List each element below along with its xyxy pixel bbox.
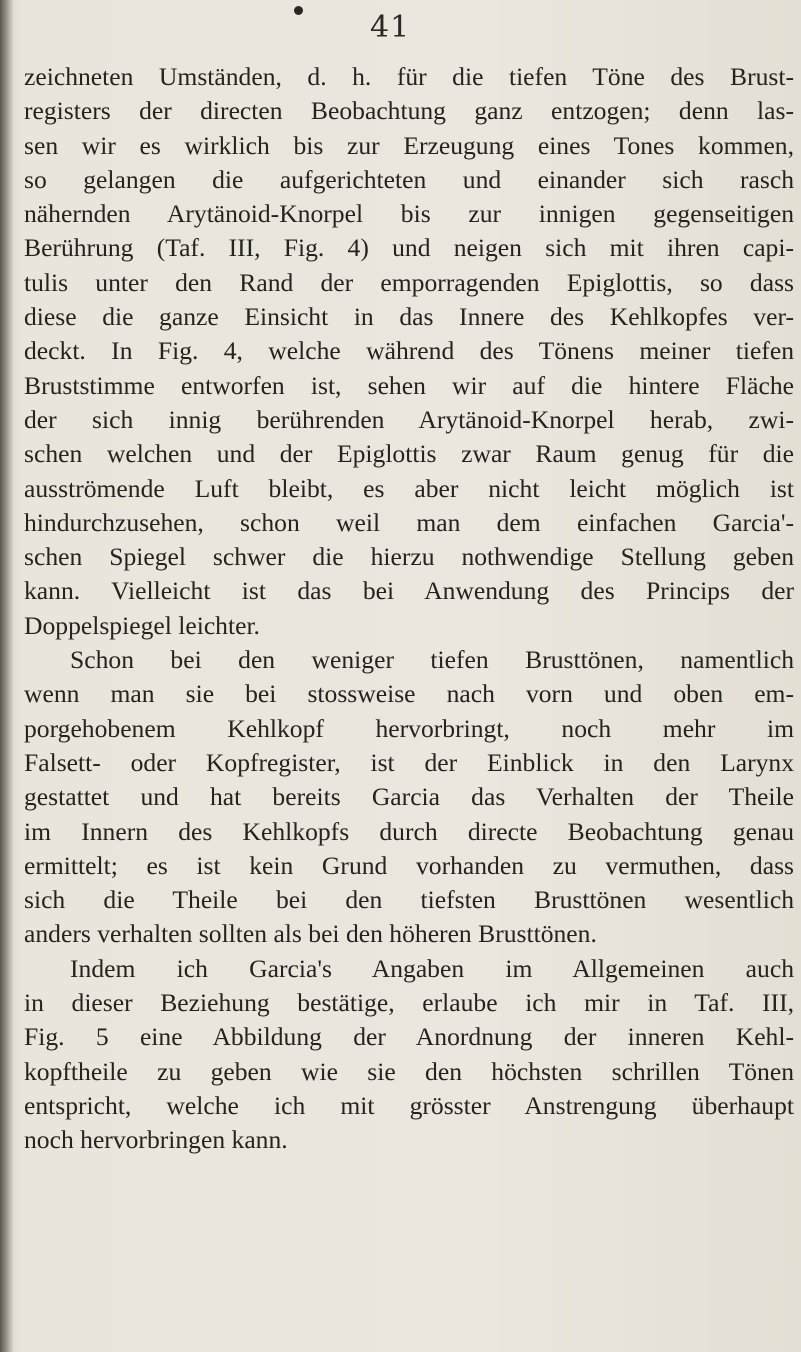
text-line: deckt. In Fig. 4, welche während des Tönens meiner tiefen	[24, 336, 794, 366]
text-line: nähernden Arytänoid-Knorpel bis zur innigen gegenseitigen	[24, 199, 794, 229]
text-line: registers der directen Beobachtung ganz entzogen; denn las-	[24, 96, 794, 126]
text-line: entspricht, welche ich mit grösster Anstrengung überhaupt	[24, 1090, 794, 1120]
text-line: schen welchen und der Epiglottis zwar Raum genug für die	[24, 439, 794, 469]
paragraph-start-line: Schon bei den weniger tiefen Brusttönen, namentlich	[70, 645, 794, 675]
paragraph-end-line: Doppelspiegel leichter.	[24, 610, 260, 640]
book-spine-shadow	[0, 0, 14, 1352]
text-line: Fig. 5 eine Abbildung der Anordnung der inneren Kehl-	[24, 1022, 794, 1052]
text-line: ausströmende Luft bleibt, es aber nicht leicht möglich ist	[24, 473, 794, 503]
paragraph-end-line: anders verhalten sollten als bei den höheren Brusttönen.	[24, 919, 597, 949]
text-line: diese die ganze Einsicht in das Innere des Kehlkopfes ver-	[24, 302, 794, 332]
paragraph-end-line: noch hervorbringen kann.	[24, 1125, 288, 1155]
text-line: porgehobenem Kehlkopf hervorbringt, noch mehr im	[24, 713, 794, 743]
page-number: 41	[370, 10, 411, 45]
text-line: Berührung (Taf. III, Fig. 4) und neigen sich mit ihren capi-	[24, 233, 794, 263]
text-line: Falsett- oder Kopfregister, ist der Einblick in den Larynx	[24, 747, 794, 777]
text-line: hindurchzusehen, schon weil man dem einfachen Garcia'-	[24, 507, 794, 537]
print-mark	[294, 6, 303, 15]
text-line: so gelangen die aufgerichteten und einander sich rasch	[24, 164, 794, 194]
text-line: tulis unter den Rand der emporragenden Epiglottis, so dass	[24, 267, 794, 297]
text-line: gestattet und hat bereits Garcia das Verhalten der Theile	[24, 782, 794, 812]
text-line: ermittelt; es ist kein Grund vorhanden zu vermuthen, dass	[24, 850, 794, 880]
text-line: in dieser Beziehung bestätige, erlaube ich mir in Taf. III,	[24, 988, 794, 1018]
text-line: im Innern des Kehlkopfs durch directe Beobachtung genau	[24, 816, 794, 846]
text-line: schen Spiegel schwer die hierzu nothwendige Stellung geben	[24, 542, 794, 572]
text-line: sich die Theile bei den tiefsten Brusttönen wesentlich	[24, 885, 794, 915]
text-line: der sich innig berührenden Arytänoid-Knorpel herab, zwi-	[24, 404, 794, 434]
body-text	[24, 60, 794, 1158]
paragraph-start-line: Indem ich Garcia's Angaben im Allgemeinen auch	[70, 953, 794, 983]
text-line: kopftheile zu geben wie sie den höchsten schrillen Tönen	[24, 1056, 794, 1086]
text-line: kann. Vielleicht ist das bei Anwendung des Princips der	[24, 576, 794, 606]
text-line: Bruststimme entworfen ist, sehen wir auf die hintere Fläche	[24, 370, 794, 400]
text-line: zeichneten Umständen, d. h. für die tiefen Töne des Brust-	[24, 62, 794, 91]
text-line: sen wir es wirklich bis zur Erzeugung eines Tones kommen,	[24, 130, 794, 160]
text-line: wenn man sie bei stossweise nach vorn und oben em-	[24, 679, 794, 709]
